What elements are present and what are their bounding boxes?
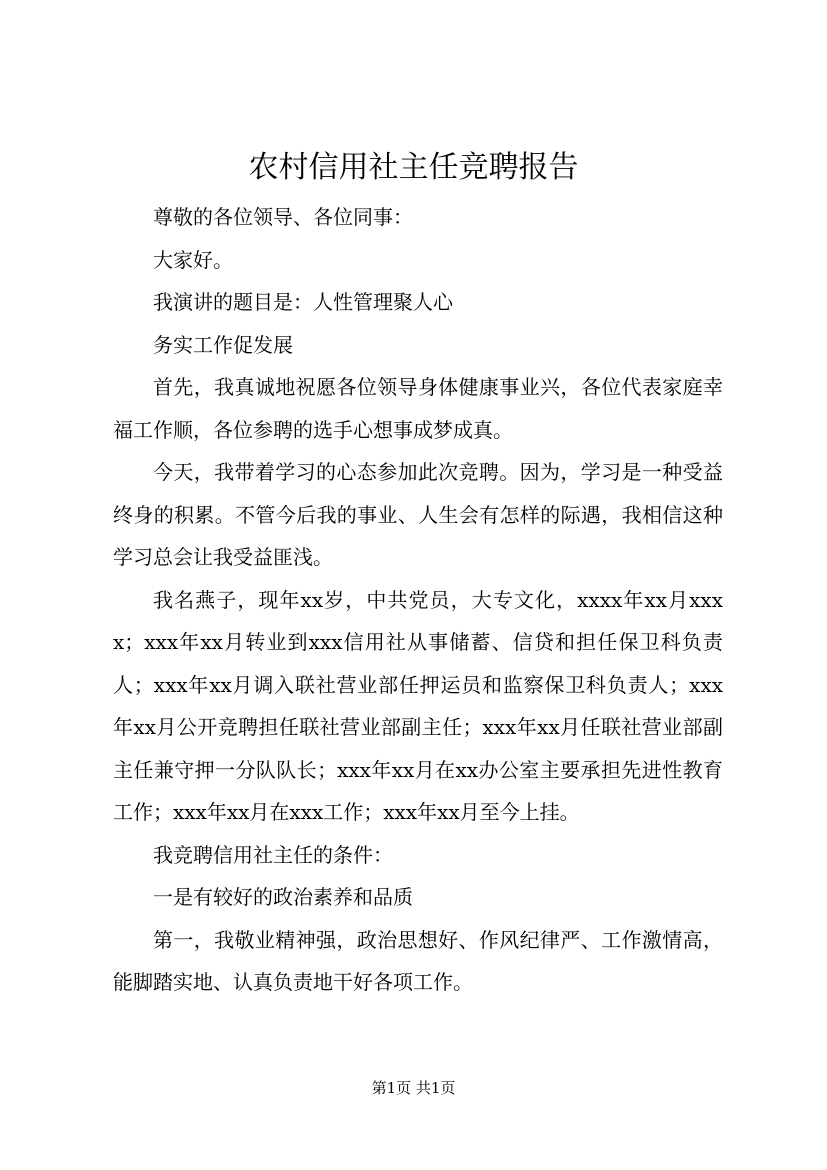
paragraph-wishes: 首先，我真诚地祝愿各位领导身体健康事业兴，各位代表家庭幸福工作顺，各位参聘的选手心想事成梦成真。 bbox=[113, 375, 723, 442]
paragraph-condition-one: 一是有较好的政治素养和品质 bbox=[153, 885, 413, 909]
paragraph-greeting: 大家好。 bbox=[153, 247, 233, 272]
paragraph-learning: 今天，我带着学习的心态参加此次竞聘。因为，学习是一种受益终身的积累。不管今后我的事业、人生会有怎样的际遇，我相信这种学习总会让我受益匪浅。 bbox=[113, 460, 723, 569]
page-footer: 第1页 共1页 bbox=[371, 1079, 456, 1097]
paragraph-salutation: 尊敬的各位领导、各位同事： bbox=[153, 205, 413, 229]
paragraph-conditions: 我竞聘信用社主任的条件： bbox=[153, 842, 393, 867]
paragraph-first-point: 第一，我敬业精神强，政治思想好、作风纪律严、工作激情高，能脚踏实地、认真负责地干好各项工作。 bbox=[113, 927, 723, 994]
paragraph-topic-continued: 务实工作促发展 bbox=[153, 332, 293, 357]
paragraph-topic: 我演讲的题目是：人性管理聚人心 bbox=[153, 290, 453, 314]
paragraph-resume: 我名燕子，现年xx岁，中共党员，大专文化，xxxx年xx月xxxx；xxx年xx月转业到xxx信用社从事储蓄、信贷和担任保卫科负责人；xxx年xx月调入联社营业部任押运员和监察保卫科负责人；xxx年xx月公开竞聘担任联社营业部副主任；xxx年xx月任联社营业部副主任兼守押一分队队长；xxx年xx月在xx办公室主要承担先进性教育工作；xxx年xx月在xxx工作；xxx年xx月至今上挂。 bbox=[113, 587, 723, 824]
document-body bbox=[113, 196, 723, 1004]
document-title: 农村信用社主任竞聘报告 bbox=[248, 150, 579, 185]
